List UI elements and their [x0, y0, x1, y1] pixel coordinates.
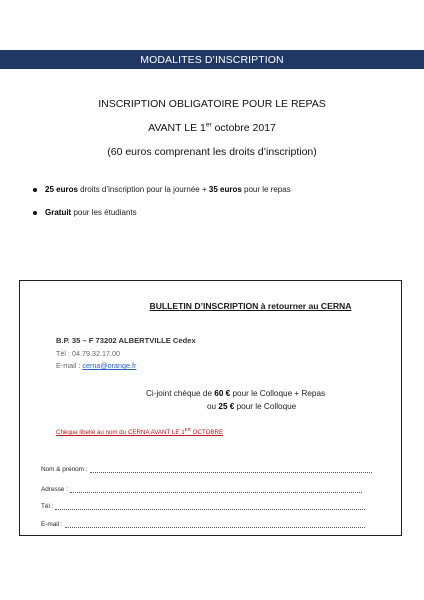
list-item [32, 184, 291, 196]
registration-deadline [0, 122, 424, 134]
deadline-text: AVANT LE 1 [148, 122, 206, 134]
tel-field[interactable] [41, 503, 365, 510]
cheque-amount: 60 € [214, 389, 231, 398]
cheque-text: ou [207, 402, 219, 411]
section-banner [0, 50, 424, 69]
student-free: Gratuit [45, 208, 72, 217]
postal-address: B.P. 35 – F 73202 ALBERTVILLE Cedex [56, 336, 196, 345]
email-label: E-mail : [56, 361, 83, 370]
bullet-icon [33, 211, 37, 215]
email-line [56, 361, 136, 370]
name-field[interactable] [41, 466, 372, 473]
pricing-list [32, 184, 291, 230]
deadline-superscript: er [205, 121, 212, 129]
list-item [32, 207, 291, 219]
cheque-purpose: pour le Colloque [234, 402, 297, 411]
note-month: OCTOBRE [190, 429, 224, 436]
registration-form [19, 280, 402, 536]
tel-field-label: Tél : [41, 503, 54, 510]
student-free-text: pour les étudiants [71, 208, 137, 217]
email-field-label: E-mail : [41, 521, 63, 528]
email-link[interactable]: cerna@orange.fr [82, 361, 137, 370]
address-field[interactable] [41, 486, 362, 493]
form-title: BULLETIN D’INSCRIPTION à retourner au CERNA [149, 301, 352, 311]
email-field-line[interactable] [65, 521, 365, 528]
bullet-icon [33, 188, 37, 192]
name-field-line[interactable] [90, 466, 372, 473]
tel-field-line[interactable] [55, 503, 365, 510]
name-field-label: Nom & prénom : [41, 466, 88, 473]
note-text: Chèque libellé au nom du CERNA AVANT LE 1 [56, 429, 185, 436]
cheque-deadline-note [56, 426, 224, 436]
registration-fee-text: droits d’inscription pour la journée + [77, 185, 209, 194]
registration-requirement: INSCRIPTION OBLIGATOIRE POUR LE REPAS [98, 98, 326, 110]
cheque-text: Ci-joint chèque de [146, 389, 215, 398]
banner-title: MODALITES D’INSCRIPTION [140, 53, 284, 66]
note-superscript: ER [184, 426, 191, 432]
cheque-option-colloque [207, 402, 296, 411]
meal-fee: 35 euros [208, 185, 242, 194]
phone-number: Tél : 04.79.32.17.00 [56, 349, 120, 358]
address-field-line[interactable] [70, 486, 362, 493]
meal-fee-text: pour le repas [241, 185, 291, 194]
registration-fee: 25 euros [45, 185, 78, 194]
email-field[interactable] [41, 521, 365, 528]
address-field-label: Adresse : [41, 486, 68, 493]
cheque-amount: 25 € [218, 402, 235, 411]
registration-price-note: (60 euros comprenant les droits d’inscription) [107, 146, 317, 158]
cheque-purpose: pour le Colloque + Repas [230, 389, 326, 398]
cheque-option-full [146, 389, 325, 398]
deadline-date: octobre 2017 [211, 122, 276, 134]
